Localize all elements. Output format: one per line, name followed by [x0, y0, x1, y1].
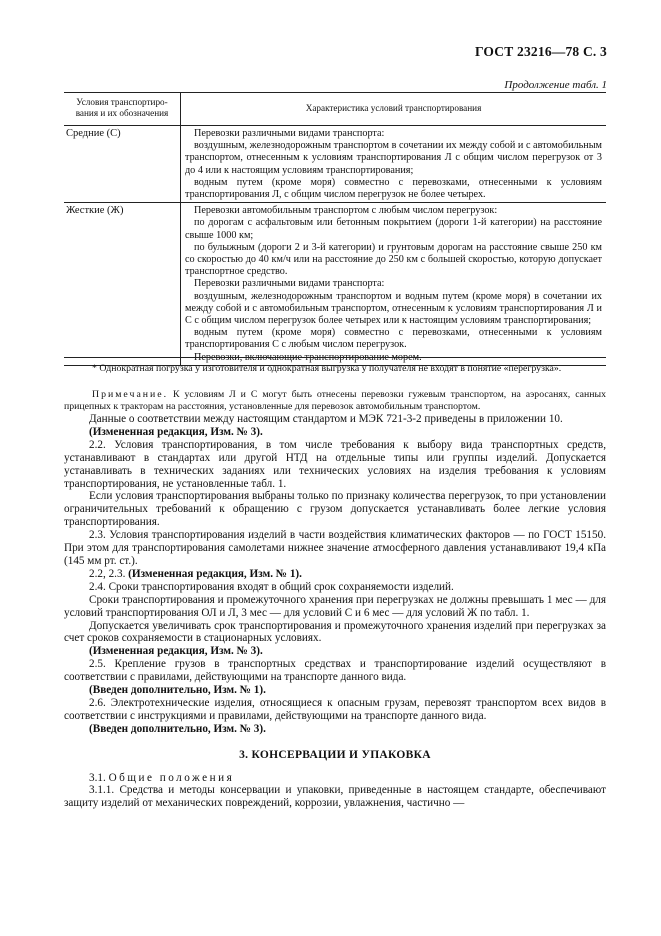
paragraph: 2.6. Электротехнические изделия, относящиеся к опасным грузам, перевозят транспортом всех видов в соответствии с инструкциями и правилами, действующими на транспорте данного вида. [64, 696, 606, 722]
paragraph: 2.4. Сроки транспортирования входят в общий срок сохраняемости изделий. [89, 580, 454, 593]
paragraph: 2.2. Условия транспортирования, в том числе требования к выбору вида транспортных средств, устанавливают в стандартах или другой НТД на отдельные типы или группы изделий. Допускается устанавливать в технических заданиях или технических условиях на изделия требования к условиям транспортирования, не установленные табл. 1. [64, 438, 606, 490]
cell-line: Перевозки, включающие транспортирование морем. [194, 351, 422, 363]
edition-note: (Измененная редакция, Изм. № 3). [89, 425, 263, 438]
note-text: К условиям Л и С могут быть отнесены перевозки гужевым транспортом, на аэросанях, санных прицепных к тракторам на расстояния, установленные для перевозок автомобильным транспортом. [64, 389, 606, 412]
subsection-heading [89, 772, 606, 785]
note-label: Примечание. [92, 389, 169, 400]
edition-note-text: (Измененная редакция, Изм. № 1). [128, 567, 302, 580]
edition-note: (Введен дополнительно, Изм. № 1). [89, 684, 266, 697]
footnote: * Однократная погрузка у изготовителя и однократная выгрузка у получателя не входят в понятие «перегрузка». [92, 363, 562, 374]
table-row [64, 203, 606, 366]
section-title: 3. КОНСЕРВАЦИИ И УПАКОВКА [239, 748, 431, 761]
cell-line: Перевозки автомобильным транспортом с любым числом перегрузок: [194, 205, 498, 217]
cell-line: Перевозки различными видами транспорта: [194, 128, 385, 139]
footnote-divider [64, 357, 606, 358]
cell-line: воздушным, железнодорожным транспортом в сочетании их между собой и с автомобильным транспортом, отнесенным к условиям транспортирования Л с общим числом перегрузок от 3 до 4 или к настоящим условиям транспортирования; [185, 140, 602, 176]
condition-cell: Жесткие (Ж) [64, 203, 181, 366]
body-text [64, 413, 606, 810]
col-header-conditions: Условия транспортиро-вания и их обозначения [64, 93, 181, 126]
edition-note: (Измененная редакция, Изм. № 3). [89, 645, 263, 658]
paragraph: Если условия транспортирования выбраны только по признаку количества перегрузок, то при установлении ограничительных требований к обращению с грузом допускается устанавливать более легкие условия транспортирования. [64, 490, 606, 529]
subsection-number: 3.1. [89, 771, 106, 784]
table-continuation-label: Продолжение табл. 1 [504, 79, 607, 91]
cell-line: воздушным, железнодорожным транспортом и водным путем (кроме моря) в сочетании их между собой и с автомобильным транспортом, отнесенным к условиям транспортирования Л и С с общим числом перегрузок более четырех или к настоящим условиям транспортирования; [185, 290, 602, 327]
paragraph: 2.5. Крепление грузов в транспортных средствах и транспортирование изделий осуществляют в соответствии с правилами, действующими на транспорте данного вида. [64, 658, 606, 684]
table-row [64, 126, 606, 203]
condition-cell: Средние (С) [64, 126, 181, 203]
characteristics-cell [181, 203, 607, 366]
cell-line: по дорогам с асфальтовым или бетонным покрытием (дороги 1-й категории) на расстояние свыше 1000 км; [185, 217, 602, 241]
transport-conditions-table [64, 92, 606, 366]
edition-note [89, 568, 606, 581]
cell-line: водным путем (кроме моря) совместно с перевозками, отнесенными к условиям транспортирования Л, с общим числом перегрузок не более четырех. [185, 176, 602, 201]
paragraph: 2.3. Условия транспортирования изделий в части воздействия климатических факторов — по ГОСТ 15150. При этом для транспортирования самолетами нижнее значение атмосферного давления устанавливают 19,4 кПа (145 мм рт. ст.). [64, 529, 606, 567]
clause-refs: 2.2, 2.3. [89, 567, 126, 580]
table-note [64, 389, 606, 413]
paragraph: Сроки транспортирования и промежуточного хранения при перегрузках не должны превышать 1 мес — для условий транспортирования ОЛ и Л, 3 мес — для условий С и 6 мес — для условий Ж по табл. 1. [64, 593, 606, 619]
edition-note: (Введен дополнительно, Изм. № 3). [89, 722, 266, 735]
subsection-title: Общие положения [108, 771, 235, 784]
page-header: ГОСТ 23216—78 С. 3 [474, 44, 607, 59]
characteristics-cell [181, 126, 607, 203]
paragraph: Данные о соответствии между настоящим стандартом и МЭК 721-3-2 приведены в приложении 10. [89, 413, 563, 425]
cell-line: Перевозки различными видами транспорта: [194, 278, 385, 290]
cell-line: по булыжным (дороги 2 и 3-й категории) и грунтовым дорогам на расстояние свыше 250 км со скоростью до 40 км/ч или на расстояние до 250 км с большей скоростью, которую допускает транспортное средство. [185, 241, 602, 278]
col-header-characteristics: Характеристика условий транспортирования [181, 93, 607, 126]
paragraph: Допускается увеличивать срок транспортирования и промежуточного хранения изделий при перегрузках за счет сроков сохраняемости в стационарных условиях. [64, 619, 606, 645]
paragraph: 3.1.1. Средства и методы консервации и упаковки, приведенные в настоящем стандарте, обеспечивают защиту изделий от механических повреждений, коррозии, увлажнения, частично — [64, 784, 606, 810]
cell-line: водным путем (кроме моря) совместно с перевозками, отнесенными к условиям транспортирования С с любым числом перегрузок. [185, 327, 602, 351]
